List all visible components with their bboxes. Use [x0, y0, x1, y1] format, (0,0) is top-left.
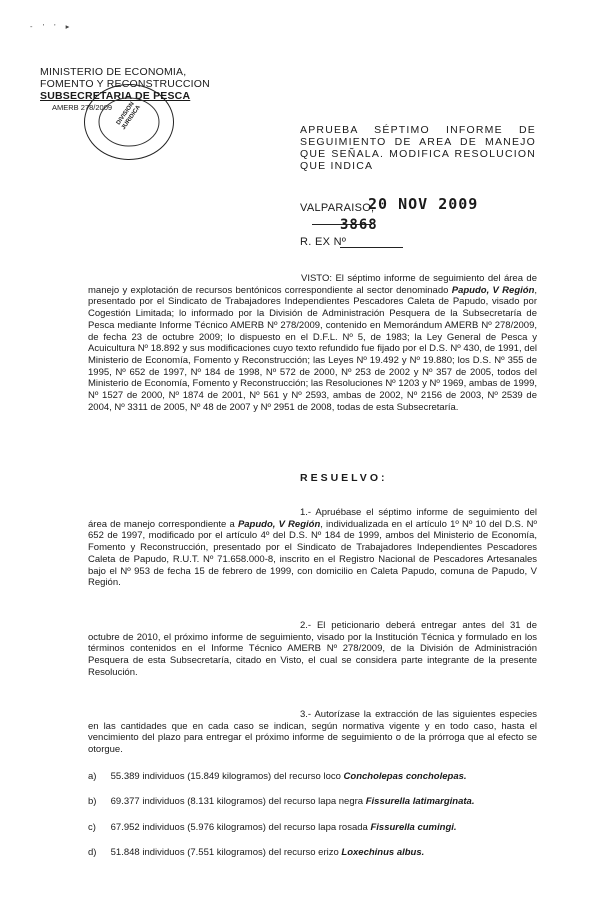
article-3-paragraph	[88, 709, 537, 756]
article-1-text: , individualizada en el artículo 1º Nº 10 del D.S. Nº 652 de 1997, modificado por el artículo 4º del D.S. Nº 184 de 1999, ambos del Ministerio de Economía, Fomento y Reconstrucción, presentado por el Sindicato de Trabajadores Independientes Pescadores Caleta de Papudo, R.U.T. Nº 71.658.000-8, inscrito en el Registro Nacional de Pescadores Artesanales bajo el Nº 953 de fecha 15 de febrero de 1999, con domicilio en Caleta Papudo, comuna de Papudo, V Región.	[88, 518, 537, 589]
division-juridica-seal	[84, 84, 174, 160]
item-text: 55.389 individuos (15.849 kilogramos) del recurso loco	[110, 771, 341, 782]
place-label: VALPARAISO,	[300, 202, 375, 214]
resolution-title: APRUEBA SÉPTIMO INFORME DE SEGUIMIENTO DE AREA DE MANEJO QUE SEÑALA. MODIFICA RESOLUCION QUE INDICA	[300, 124, 536, 172]
reference-code: AMERB 278/2009	[52, 103, 113, 112]
item-species: Fissurella latimarginata.	[365, 796, 475, 807]
rex-label: R. EX Nº	[300, 236, 347, 248]
article-2-paragraph	[88, 620, 537, 679]
ministry-line-1: MINISTERIO DE ECONOMIA,	[40, 66, 187, 78]
date-stamp: 20 NOV 2009	[368, 195, 479, 213]
list-item	[88, 796, 474, 808]
rex-underline	[340, 247, 403, 248]
article-2-lead: 2.- El peticionario deberá entregar antes del 31 de	[300, 620, 537, 631]
visto-sector: Papudo, V Región	[451, 284, 535, 296]
resolution-number-stamp: 3868	[340, 217, 378, 233]
item-letter: c)	[88, 822, 96, 833]
visto-text-1: El séptimo informe de seguimiento del área de manejo y explotación de recursos bentónicos correspondiente al sector denominado	[88, 273, 537, 296]
item-letter: a)	[88, 771, 97, 782]
item-text: 67.952 individuos (5.976 kilogramos) del recurso lapa rosada	[110, 822, 368, 833]
article-3-lead: 3.- Autorízase la extracción de las siguientes	[300, 709, 496, 720]
seal-text: DIVISION JURIDICA	[115, 101, 143, 132]
item-species: Loxechinus albus.	[341, 847, 425, 858]
visto-text-2: , presentado por el Sindicato de Trabajadores Independientes Pescadores Caleta de Papudo, visado por Cogestión Limitada; lo informado por la División de Administración Pesquera de la Subsecretaría de Pesca mediante Informe Técnico AMERB Nº 278/2009, contenido en Memorándum AMERB Nº 278/2009, de fecha 23 de octubre 2009; lo dispuesto en el D.F.L. Nº 5, de 1983; la Ley General de Pesca y Acuicultura Nº 18.892 y sus modificaciones cuyo texto refundido fue fijado por el D.S. Nº 430, de 1991, del Ministerio de Economía, Fomento y Reconstrucción; las Leyes Nº 19.492 y Nº 19.880; los D.S. Nº 355 de 1995, Nº 652 de 1997, Nº 184 de 1998, Nº 572 de 2000, Nº 253 de 2002 y Nº 357 de 2005, todos del Ministerio de Economía, Fomento y Reconstrucción; las Resoluciones Nº 1203 y Nº 1969, ambas de 1999, Nº 1527 de 2000, Nº 1874 de 2001, Nº 561 y Nº 2593, ambas de 2002, Nº 2156 de 2003, Nº 2539 de 2004, Nº 3311 de 2005, Nº 48 de 2007 y Nº 2951 de 2008, todas de esta Subsecretaría.	[88, 284, 538, 413]
subsecretaria-name: SUBSECRETARIA DE PESCA	[40, 90, 191, 102]
article-1-sector: Papudo, V Región	[237, 518, 321, 530]
item-text: 69.377 individuos (8.131 kilogramos) del recurso lapa negra	[110, 796, 364, 807]
article-1-lead: 1.- Apruébase el séptimo informe de seguimiento del área de manejo correspondiente a	[88, 507, 537, 530]
item-letter: b)	[88, 796, 97, 807]
item-species: Fissurella cumingi.	[370, 822, 457, 833]
article-2-text: octubre de 2010, el próximo informe de seguimiento, visado por la Institución Técnica y formulado en los términos contenidos en el Informe Técnico AMERB Nº 278/2009, de la División de Administración Pesquera de esta Subsecretaría, citado en Visto, el cual se considera parte integrante de la presente Resolución.	[88, 631, 537, 678]
item-letter: d)	[88, 847, 97, 858]
item-text: 51.848 individuos (7.551 kilogramos) del recurso erizo	[110, 847, 339, 858]
visto-paragraph	[88, 273, 537, 413]
visto-label: VISTO:	[301, 273, 332, 284]
list-item	[88, 771, 467, 783]
item-species: Concholepas concholepas.	[343, 771, 467, 782]
article-1-paragraph	[88, 507, 537, 589]
corner-marks: - ' ' ▸	[30, 22, 74, 31]
resuelvo-heading: RESUELVO:	[300, 472, 388, 484]
list-item	[88, 822, 457, 834]
article-3-text: especies en las cantidades que en cada caso se indican, según normativa vigente y en todo caso, hasta el vencimiento del plazo para entregar el próximo informe de seguimiento o de la prórroga que al efecto se otorgue.	[88, 709, 537, 756]
ministry-line-2: FOMENTO Y RECONSTRUCCION	[40, 78, 210, 90]
list-item	[88, 847, 424, 859]
